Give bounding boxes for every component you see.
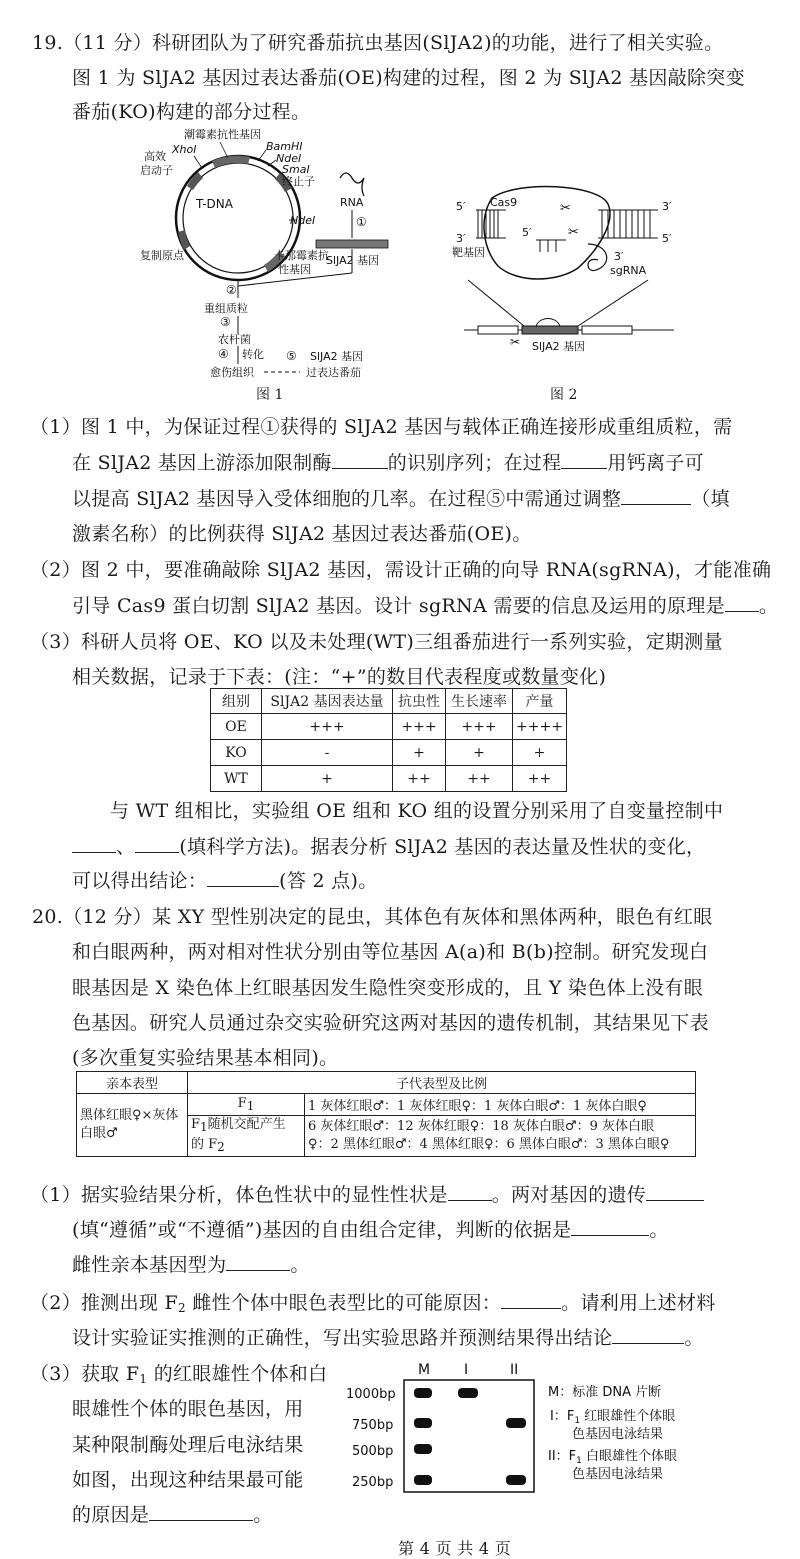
transform-label: 转化 bbox=[242, 348, 264, 361]
answer-blank-genotype[interactable] bbox=[226, 1254, 290, 1271]
q19-1-line3: 以提高 SlJA2 基因导入受体细胞的几率。在过程⑤中需通过调整 （填 bbox=[72, 488, 730, 510]
fig2-gene-bar bbox=[522, 326, 578, 334]
q20-title: 20.（12 分）某 XY 型性别决定的昆虫，其体色有灰体和黑体两种，眼色有红眼 bbox=[32, 906, 713, 928]
band-ii-750 bbox=[506, 1418, 526, 1428]
legend-i-line2: 色基因电泳结果 bbox=[572, 1427, 664, 1442]
hygromycin-label: 潮霉素抗性基因 bbox=[184, 128, 261, 141]
sljA2-gene-bar bbox=[316, 240, 388, 248]
table-header: 生长速率 bbox=[446, 689, 513, 714]
q19-intro-line3: 番茄(KO)构建的部分过程。 bbox=[72, 101, 311, 123]
answer-blank-method2[interactable] bbox=[135, 836, 179, 853]
rna-squiggle bbox=[340, 173, 364, 196]
q20-intro-line4: 色基因。研究人员通过杂交实验研究这两对基因的遗传机制，其结果见下表 bbox=[72, 1012, 709, 1034]
oe-label-1: SlJA2 基因 bbox=[310, 350, 364, 363]
fig2-3prime-left: 3′ bbox=[456, 232, 466, 245]
answer-blank-enzyme[interactable] bbox=[332, 452, 388, 469]
fig2-5prime-left: 5′ bbox=[456, 200, 466, 213]
answer-blank-dominant[interactable] bbox=[448, 1184, 492, 1201]
band-i-1000 bbox=[458, 1388, 478, 1398]
answer-blank-design[interactable] bbox=[612, 1327, 684, 1344]
band-m-500 bbox=[414, 1444, 432, 1454]
answer-blank-basis[interactable] bbox=[571, 1219, 649, 1236]
table-row: F1随机交配产生 的 F2 6 灰体红眼♂：12 灰体红眼♀：18 灰体白眼♂：9 灰体白眼 ♀：2 黑体红眼♂：4 黑体红眼♀：6 黑体白眼♂：3 黑体白眼♀ bbox=[77, 1116, 696, 1157]
scissors-icon-mid: ✂ bbox=[568, 225, 579, 240]
target-gene-label: 靶基因 bbox=[452, 246, 485, 259]
ndei-top-label: NdeI bbox=[276, 152, 302, 165]
q20-intro-line2: 和白眼两种，两对相对性状分别由等位基因 A(a)和 B(b)控制。研究发现白 bbox=[72, 941, 709, 963]
gel-electrophoresis-figure bbox=[340, 1360, 740, 1500]
answer-blank-process[interactable] bbox=[561, 452, 607, 469]
q19-1-line2: 在 SlJA2 基因上游添加限制酶 的识别序列；在过程 用钙离子可 bbox=[72, 452, 704, 474]
rna-label: RNA bbox=[340, 196, 364, 209]
q20-3-line3: 某种限制酶处理后电泳结果 bbox=[72, 1434, 304, 1456]
agrobacterium-label: 农杆菌 bbox=[218, 333, 251, 346]
q19-3-line1: （3）科研人员将 OE、KO 以及未处理(WT)三组番茄进行一系列实验，定期测量 bbox=[30, 631, 723, 653]
answer-blank-follow[interactable] bbox=[646, 1184, 704, 1201]
q19-1-line1: （1）图 1 中，为保证过程①获得的 SlJA2 基因与载体正确连接形成重组质粒，需 bbox=[30, 416, 733, 438]
band-m-750 bbox=[414, 1418, 432, 1428]
marker-750bp: 750bp bbox=[352, 1418, 394, 1433]
lane-label-i: I bbox=[464, 1362, 469, 1378]
legend-ii-line2: 色基因电泳结果 bbox=[572, 1467, 664, 1482]
q20-2-line1: （2）推测出现 $F_2$ 雌性个体中眼色表型比的可能原因： 。请利用上述材料 bbox=[30, 1292, 716, 1315]
figure-1-caption: 图 1 bbox=[256, 387, 284, 403]
sgrna-label: sgRNA bbox=[610, 264, 647, 277]
figure-2-cas9-diagram bbox=[448, 180, 688, 360]
figure-2-caption: 图 2 bbox=[550, 387, 578, 403]
step5-label: ⑤ bbox=[286, 349, 297, 363]
band-m-250 bbox=[414, 1475, 432, 1485]
promoter-label-2: 启动子 bbox=[140, 164, 173, 177]
answer-blank-cause[interactable] bbox=[149, 1504, 253, 1521]
cas9-label: Cas9 bbox=[490, 196, 518, 209]
table-header: 组别 bbox=[211, 689, 262, 714]
q20-2-line2: 设计实验证实推测的正确性，写出实验思路并预测结果得出结论 。 bbox=[72, 1327, 704, 1349]
q19-3b-line2: 、 (填科学方法)。据表分析 SlJA2 基因的表达量及性状的变化， bbox=[72, 832, 705, 859]
q19-1-line4: 激素名称）的比例获得 SlJA2 基因过表达番茄(OE)。 bbox=[72, 523, 532, 545]
step3-label: ③ bbox=[220, 315, 231, 329]
answer-blank-conclusion[interactable] bbox=[207, 870, 279, 887]
q20-intro-line3: 眼基因是 X 染色体上红眼基因发生隐性突变形成的，且 Y 染色体上没有眼 bbox=[72, 977, 704, 999]
lane-label-m: M bbox=[418, 1362, 431, 1378]
q19-2-line2: 引导 Cas9 蛋白切割 SlJA2 基因。设计 sgRNA 需要的信息及运用的原理是 。 bbox=[72, 595, 779, 617]
answer-blank-sgrna[interactable] bbox=[725, 595, 759, 612]
q19-3b-line3: 可以得出结论： (答 2 点)。 bbox=[72, 870, 378, 892]
step4-label: ④ bbox=[218, 347, 229, 361]
bamhi-top-label: BamHI bbox=[266, 140, 303, 153]
promoter-label-1: 高效 bbox=[144, 150, 166, 163]
legend-m: M：标准 DNA 片断 bbox=[548, 1385, 662, 1400]
ndei-right-label: NdeI bbox=[290, 214, 316, 227]
answer-blank-method1[interactable] bbox=[72, 836, 116, 853]
table-row: 黑体红眼♀×灰体 白眼♂ F1 1 灰体红眼♂：1 灰体红眼♀：1 灰体白眼♂：1 灰体白眼♀ bbox=[77, 1094, 696, 1116]
table-header: SlJA2 基因表达量 bbox=[262, 689, 393, 714]
q20-3-line2: 眼雄性个体的眼色基因，用 bbox=[72, 1398, 304, 1420]
table-row: WT + ++ ++ ++ bbox=[211, 766, 567, 792]
table-header: 抗虫性 bbox=[393, 689, 446, 714]
terminator-label: 终止子 bbox=[282, 175, 315, 188]
recombinant-plasmid-label: 重组质粒 bbox=[204, 302, 248, 315]
q19-3b-line1: 与 WT 组相比，实验组 OE 组和 KO 组的设置分别采用了自变量控制中 bbox=[110, 800, 724, 822]
scissors-icon-bottom: ✂ bbox=[510, 335, 521, 349]
smai-label: SmaI bbox=[282, 163, 310, 176]
origin-label: 复制原点 bbox=[140, 249, 184, 262]
table-header: 子代表型及比例 bbox=[188, 1072, 696, 1094]
q20-3-line1: （3）获取 $F_1$ 的红眼雄性个体和白 bbox=[30, 1363, 328, 1386]
kanamycin-label-2: 性基因 bbox=[278, 263, 311, 276]
kanamycin-label-1: 卡那霉素抗 bbox=[274, 249, 329, 262]
sgrna-loop bbox=[588, 244, 607, 271]
marker-1000bp: 1000bp bbox=[346, 1387, 396, 1402]
fig2-5prime-mid: 5′ bbox=[522, 226, 532, 239]
answer-blank-hormone[interactable] bbox=[621, 488, 691, 505]
step2-label: ② bbox=[226, 283, 237, 297]
figure-1-plasmid-diagram bbox=[140, 128, 440, 388]
q19-3-line2: 相关数据，记录于下表：(注：“+”的数目代表程度或数量变化) bbox=[72, 666, 607, 688]
fig2-3prime-sg: 3′ bbox=[614, 250, 624, 263]
answer-blank-reason[interactable] bbox=[501, 1292, 561, 1309]
q19-2-line1: （2）图 2 中，要准确敲除 SlJA2 基因，需设计正确的向导 RNA(sgRNA)，才能准确 bbox=[30, 559, 772, 581]
marker-250bp: 250bp bbox=[352, 1475, 394, 1490]
step1-label: ① bbox=[356, 215, 367, 229]
q20-1-line3: 雌性亲本基因型为 。 bbox=[72, 1254, 310, 1276]
fig2-gene-label: SlJA2 基因 bbox=[532, 340, 586, 353]
lane-label-ii: II bbox=[510, 1362, 519, 1378]
legend-ii-line1: II：$F_1$ 白眼雄性个体眼 bbox=[548, 1449, 678, 1466]
q20-intro-line5: (多次重复实验结果基本相同)。 bbox=[72, 1047, 339, 1069]
fig2-3prime-right: 3′ bbox=[662, 200, 672, 213]
oe-label-2: 过表达番茄 bbox=[306, 366, 361, 379]
tdna-label: T-DNA bbox=[196, 197, 233, 211]
q19-title: 19.（11 分）科研团队为了研究番茄抗虫基因(SlJA2)的功能，进行了相关实验。 bbox=[32, 32, 724, 54]
scissors-icon-top: ✂ bbox=[560, 201, 571, 216]
hygromycin-gene-block bbox=[212, 156, 250, 168]
band-ii-250 bbox=[506, 1475, 526, 1485]
marker-500bp: 500bp bbox=[352, 1444, 394, 1459]
q20-3-line4: 如图，出现这种结果最可能 bbox=[72, 1469, 304, 1491]
q20-cross-table bbox=[76, 1071, 696, 1157]
fig1-gene-label: SlJA2 基因 bbox=[326, 254, 380, 267]
table-header: 产量 bbox=[513, 689, 567, 714]
table-header: 亲本表型 bbox=[77, 1072, 188, 1094]
xhoi-label: XhoI bbox=[172, 143, 197, 156]
table-row: KO - + + + bbox=[211, 740, 567, 766]
table-row: OE +++ +++ +++ ++++ bbox=[211, 714, 567, 740]
page-footer: 第 4 页 共 4 页 bbox=[398, 1539, 512, 1558]
band-m-1000 bbox=[414, 1388, 432, 1398]
legend-i-line1: I：$F_1$ 红眼雄性个体眼 bbox=[550, 1409, 676, 1426]
fig2-5prime-right: 5′ bbox=[662, 232, 672, 245]
q20-1-line1: （1）据实验结果分析，体色性状中的显性性状是 。两对基因的遗传 bbox=[30, 1180, 704, 1207]
q20-1-line2: (填“遵循”或“不遵循”)基因的自由组合定律，判断的依据是 。 bbox=[72, 1219, 669, 1241]
callus-label: 愈伤组织 bbox=[210, 366, 254, 379]
q19-intro-line2: 图 1 为 SlJA2 基因过表达番茄(OE)构建的过程，图 2 为 SlJA2 基因敲除突变 bbox=[72, 67, 745, 89]
q19-data-table bbox=[210, 688, 567, 792]
q20-3-line5: 的原因是 。 bbox=[72, 1504, 273, 1526]
